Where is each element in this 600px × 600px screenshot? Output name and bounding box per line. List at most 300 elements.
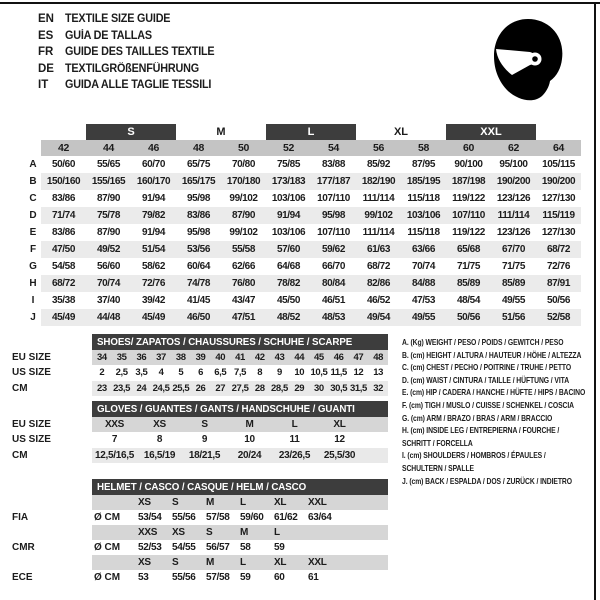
helmet-size-label: XS (172, 527, 185, 538)
row-key: E (29, 227, 37, 238)
measure-row-E (25, 224, 581, 241)
measure-value: 44/48 (96, 312, 121, 323)
helmet-size-label: S (172, 497, 179, 508)
shoes-cell: 47 (353, 352, 364, 364)
measure-value: 87/90 (231, 210, 256, 221)
measure-value: 182/190 (361, 176, 396, 187)
row-key: H (29, 278, 37, 289)
shoes-cell: 42 (254, 352, 265, 364)
row-key: F (29, 244, 37, 255)
legend-line: J. (cm) BACK / ESPALDA / DOS / ZURÜCK / INDIETRO (402, 475, 572, 486)
measure-value: 85/89 (456, 278, 481, 289)
row-key: I (31, 295, 35, 306)
shoes-cell: 37 (156, 352, 166, 364)
measure-value: 55/58 (231, 244, 256, 255)
shoes-cell: 5 (178, 367, 184, 379)
helmet-size-value: 63/64 (308, 512, 332, 523)
helmet-size-row (92, 525, 388, 540)
shoes-cell: 26 (195, 382, 206, 394)
measure-value: 47/51 (231, 312, 256, 323)
shoes-cell: 38 (175, 352, 186, 364)
legend-line: F. (cm) TIGH / MUSLO / CUISSE / SCHENKEL / COSCIA (402, 399, 575, 410)
measure-value: 119/122 (452, 227, 485, 238)
legend-line: H. (cm) INSIDE LEG / ENTREPIERNA / FOURCHE / (402, 425, 560, 436)
measure-value: 173/183 (271, 176, 306, 187)
legend-line: I. (cm) SHOULDERS / HOMBROS / ÉPAULES / (402, 450, 546, 461)
measure-value: 75/85 (276, 159, 301, 170)
shoes-cell: 12 (353, 367, 364, 379)
helmet-size-row (92, 495, 388, 510)
helmet-size-value: 54/55 (172, 542, 196, 553)
helmet-size-label: XS (138, 497, 151, 508)
helmet-size-label: XXS (138, 527, 158, 538)
shoes-cell: 6 (198, 367, 203, 379)
measure-row-F (25, 241, 581, 258)
shoes-cell: 2 (99, 367, 105, 379)
measure-value: 48/53 (321, 312, 346, 323)
language-code: ES (38, 29, 54, 42)
gloves-cell: 7 (111, 434, 118, 446)
measure-row-J (25, 309, 581, 326)
measure-value: 71/75 (456, 261, 481, 272)
gloves-cell: 11 (289, 434, 300, 446)
shoes-cell: 25,5 (172, 382, 190, 394)
language-code: EN (38, 13, 54, 26)
measure-value: 123/126 (496, 193, 531, 204)
measure-value: 95/98 (321, 210, 346, 221)
language-row (38, 44, 224, 61)
measure-value: 49/52 (96, 244, 121, 255)
shoes-cell: 6,5 (214, 367, 227, 379)
shoes-cell: 32 (373, 382, 384, 394)
numeric-size-label: 60 (463, 142, 474, 154)
measure-row-G (25, 258, 581, 275)
gloves-row (92, 432, 388, 447)
shoes-cell: 28 (254, 382, 265, 394)
helmet-size-label: XXL (308, 497, 327, 508)
measure-value: 115/119 (542, 210, 575, 221)
helmet-size-value: 52/53 (138, 542, 162, 553)
measure-value: 91/94 (141, 193, 166, 204)
language-title: GUIDA ALLE TAGLIE TESSILI (65, 79, 212, 92)
measure-value: 99/102 (229, 227, 258, 238)
measure-value: 111/114 (362, 227, 395, 238)
helmet-size-row (92, 555, 388, 570)
gloves-cell: 10 (244, 434, 255, 446)
helmet-size-label: XL (274, 557, 287, 568)
row-label: CM (12, 382, 28, 394)
language-title: GUÍA DE TALLAS (65, 29, 152, 42)
measure-value: 65/68 (456, 244, 481, 255)
helmet-value-row (92, 570, 388, 585)
numeric-size-label: 46 (148, 142, 159, 154)
helmet-size-value: 59 (274, 542, 285, 553)
gloves-cell: XXS (104, 419, 125, 431)
helmet-size-label: XS (138, 557, 151, 568)
measure-value: 107/110 (317, 227, 350, 238)
measure-value: 95/98 (186, 193, 211, 204)
language-row (38, 11, 224, 28)
measure-value: 60/64 (186, 261, 211, 272)
measure-value: 107/110 (452, 210, 485, 221)
measure-value: 37/40 (96, 295, 121, 306)
legend-line: C. (cm) CHEST / PECHO / POITRINE / TRUHE / PETTO (402, 362, 572, 373)
gloves-section-title: GLOVES / GUANTES / GANTS / HANDSCHUHE / GUANTI (97, 403, 355, 415)
standard-label: CMR (12, 542, 35, 553)
row-label: EU SIZE (12, 419, 51, 431)
legend-line: A. (Kg) WEIGHT / PESO / POIDS / GEWITCH / PESO (402, 337, 564, 347)
measure-value: 76/80 (231, 278, 256, 289)
shoes-cell: 29 (294, 382, 305, 394)
gloves-cell: 9 (201, 434, 208, 446)
row-label: EU SIZE (12, 352, 51, 364)
shoes-cell: 7,5 (234, 367, 247, 379)
numeric-size-label: 52 (283, 142, 294, 154)
measure-value: 67/70 (501, 244, 526, 255)
measure-value: 87/90 (96, 227, 121, 238)
measure-value: 59/62 (321, 244, 346, 255)
helmet-size-value: 57/58 (206, 572, 230, 583)
shoes-cell: 23 (96, 382, 107, 394)
row-label: CM (12, 449, 28, 461)
measure-value: 58/62 (141, 261, 166, 272)
measure-value: 45/49 (51, 312, 76, 323)
measure-value: 50/60 (51, 159, 76, 170)
shoes-cell: 24,5 (152, 382, 170, 394)
measure-value: 74/78 (186, 278, 211, 289)
measure-value: 41/45 (186, 295, 211, 306)
helmet-icon (491, 18, 565, 104)
row-key: J (30, 312, 36, 323)
legend-line: D. (cm) WAIST / CINTURA / TAILLE / HÜFTUNG / VITA (402, 374, 570, 385)
helmet-section-header (92, 479, 388, 495)
diameter-unit: Ø CM (94, 542, 121, 553)
measure-value: 61/63 (366, 244, 391, 255)
row-key: C (29, 193, 37, 204)
shoes-cell: 27 (215, 382, 226, 394)
shoes-cell: 46 (333, 352, 344, 364)
shoes-cell: 28,5 (271, 382, 288, 394)
measure-value: 90/100 (454, 159, 483, 170)
measure-value: 115/118 (407, 193, 440, 204)
measure-row-H (25, 275, 581, 292)
measure-value: 83/86 (51, 193, 76, 204)
shoes-cell: 34 (96, 352, 107, 364)
measure-value: 83/86 (186, 210, 211, 221)
shoes-cell: 48 (373, 352, 384, 364)
measure-value: 85/92 (366, 159, 391, 170)
measure-value: 177/187 (316, 176, 351, 187)
helmet-size-value: 57/58 (206, 512, 230, 523)
language-row (38, 28, 224, 45)
measure-value: 87/90 (96, 193, 121, 204)
gloves-cell: M (245, 419, 254, 431)
measure-value: 99/102 (364, 210, 393, 221)
measure-value: 111/114 (362, 193, 395, 204)
helmet-size-value: 56/57 (206, 542, 230, 553)
measure-value: 119/122 (452, 193, 485, 204)
measure-value: 66/70 (321, 261, 346, 272)
language-row (38, 77, 224, 94)
shoes-cell: 39 (195, 352, 206, 364)
shoes-cell: 30,5 (330, 382, 348, 394)
language-title: TEXTILGRÖßENFÜHRUNG (65, 62, 199, 75)
row-key: G (29, 261, 37, 272)
shoes-cell: 23,5 (113, 382, 131, 394)
gloves-cell: L (291, 419, 298, 431)
size-group-XL: XL (393, 126, 409, 138)
numeric-size-label: 48 (193, 142, 204, 154)
measure-value: 47/53 (411, 295, 436, 306)
measure-value: 103/106 (271, 227, 306, 238)
row-label: US SIZE (12, 367, 51, 379)
helmet-standard-labels (12, 479, 90, 585)
measure-value: 75/78 (96, 210, 121, 221)
helmet-size-value: 53/54 (138, 512, 162, 523)
measure-value: 150/160 (46, 176, 81, 187)
measure-value: 51/54 (141, 244, 166, 255)
textile-size-table (25, 124, 581, 326)
measure-value: 84/88 (411, 278, 436, 289)
measure-value: 51/56 (501, 312, 526, 323)
language-code: FR (38, 46, 54, 59)
measure-value: 99/102 (229, 193, 258, 204)
measure-value: 70/80 (231, 159, 256, 170)
shoes-row-labels (12, 334, 90, 396)
gloves-cell: XS (153, 419, 166, 431)
measure-value: 123/126 (496, 227, 531, 238)
numeric-size-label: 50 (238, 142, 249, 154)
measure-value: 103/106 (271, 193, 306, 204)
measure-value: 105/115 (542, 159, 575, 170)
helmet-size-value: 60 (274, 572, 285, 583)
shoes-cell: 31,5 (349, 382, 367, 394)
shoes-cell: 10 (294, 367, 305, 379)
measure-value: 50/56 (456, 312, 481, 323)
measure-value: 63/66 (411, 244, 436, 255)
helmet-size-value: 61 (308, 572, 319, 583)
measurement-legend (402, 336, 598, 487)
gloves-row (92, 448, 388, 463)
measure-value: 91/94 (276, 210, 301, 221)
measure-value: 170/180 (226, 176, 261, 187)
measure-value: 115/118 (407, 227, 440, 238)
measure-value: 82/86 (366, 278, 391, 289)
helmet-size-label: M (206, 557, 215, 568)
measure-value: 35/38 (51, 295, 76, 306)
measure-value: 48/54 (456, 295, 481, 306)
language-row (38, 61, 224, 78)
measure-value: 127/130 (541, 193, 576, 204)
size-group-row (25, 124, 581, 140)
shoes-row (92, 365, 388, 380)
gloves-row (92, 417, 388, 432)
shoes-row (92, 350, 388, 365)
helmet-size-value: 59 (240, 572, 251, 583)
measure-value: 56/60 (96, 261, 121, 272)
measure-value: 43/47 (231, 295, 256, 306)
helmet-size-value: 53 (138, 572, 149, 583)
language-title: TEXTILE SIZE GUIDE (65, 13, 171, 26)
measure-value: 78/82 (276, 278, 301, 289)
numeric-size-label: 56 (373, 142, 384, 154)
helmet-size-value: 59/60 (240, 512, 264, 523)
top-border-line (0, 2, 600, 4)
measure-value: 70/74 (96, 278, 121, 289)
row-key: A (29, 159, 37, 170)
measure-value: 60/70 (141, 159, 166, 170)
helmet-size-label: L (274, 527, 280, 538)
shoes-cell: 9 (277, 367, 282, 379)
measure-value: 83/88 (321, 159, 346, 170)
shoes-cell: 41 (235, 352, 245, 364)
shoes-cell: 40 (215, 352, 226, 364)
helmet-size-label: M (240, 527, 249, 538)
numeric-size-label: 62 (508, 142, 519, 154)
helmet-size-label: XL (274, 497, 287, 508)
shoes-cell: 36 (136, 352, 147, 364)
shoes-cell: 13 (373, 367, 384, 379)
measure-value: 127/130 (541, 227, 576, 238)
measure-value: 190/200 (496, 176, 531, 187)
helmet-size-value: 55/56 (172, 512, 196, 523)
gloves-section-header (92, 401, 388, 417)
gloves-cell: 12 (334, 434, 345, 446)
measure-value: 83/86 (51, 227, 76, 238)
gloves-cell: 25,5/30 (323, 449, 356, 461)
numeric-size-label: 44 (103, 142, 114, 154)
measure-value: 80/84 (321, 278, 346, 289)
gloves-row-labels (12, 401, 90, 463)
measure-row-D (25, 207, 581, 224)
measure-value: 52/58 (546, 312, 571, 323)
gloves-cell: 12,5/16,5 (94, 449, 134, 461)
measure-value: 49/55 (411, 312, 436, 323)
measure-value: 54/58 (51, 261, 76, 272)
shoes-row (92, 381, 388, 396)
measure-value: 91/94 (141, 227, 166, 238)
helmet-size-label: S (172, 557, 179, 568)
measure-value: 95/98 (186, 227, 211, 238)
measure-row-A (25, 156, 581, 173)
measure-value: 165/175 (181, 176, 216, 187)
language-title-list (38, 11, 224, 94)
measure-value: 65/75 (186, 159, 211, 170)
measure-row-I (25, 292, 581, 309)
gloves-cell: 20/24 (237, 449, 262, 461)
measure-value: 46/50 (186, 312, 211, 323)
legend-line: G. (cm) ARM / BRAZO / BRAS / ARM / BRACCIO (402, 412, 553, 423)
row-key: B (29, 176, 37, 187)
measure-value: 71/74 (51, 210, 76, 221)
gloves-cell: 8 (156, 434, 163, 446)
numeric-size-label: 42 (58, 142, 69, 154)
standard-label: ECE (12, 572, 33, 583)
measure-value: 50/56 (546, 295, 571, 306)
legend-line: SCHRITT / FORCELLA (402, 437, 473, 448)
helmet-size-value: 61/62 (274, 512, 298, 523)
shoes-cell: 27,5 (231, 382, 249, 394)
size-group-M: M (216, 126, 226, 138)
helmet-size-label: L (240, 557, 246, 568)
measure-value: 45/49 (141, 312, 166, 323)
measure-value: 107/110 (317, 193, 350, 204)
measure-value: 39/42 (141, 295, 166, 306)
shoes-cell: 11,5 (330, 367, 347, 379)
shoes-cell: 4 (158, 367, 164, 379)
measure-value: 185/195 (406, 176, 441, 187)
helmet-size-value: 55/56 (172, 572, 196, 583)
language-title: GUIDE DES TAILLES TEXTILE (65, 46, 215, 59)
measure-value: 68/72 (366, 261, 391, 272)
measure-value: 45/50 (276, 295, 301, 306)
diameter-unit: Ø CM (94, 572, 121, 583)
language-code: IT (38, 79, 49, 92)
legend-line: E. (cm) HIP / CADERA / HANCHE / HÜFTE / HIPS / BACINO (402, 387, 586, 398)
helmet-size-label: XXL (308, 557, 327, 568)
measure-value: 46/52 (366, 295, 391, 306)
measure-value: 71/75 (501, 261, 526, 272)
gloves-cell: XL (333, 419, 346, 431)
measure-value: 48/52 (276, 312, 301, 323)
numeric-size-row (25, 140, 581, 156)
measure-value: 64/68 (276, 261, 301, 272)
measure-value: 103/106 (406, 210, 441, 221)
measure-row-B (25, 173, 581, 190)
diameter-unit: Ø CM (94, 512, 121, 523)
measure-value: 111/114 (497, 210, 530, 221)
row-key: D (29, 210, 37, 221)
standard-label: FIA (12, 512, 29, 523)
helmet-size-value: 58 (240, 542, 251, 553)
legend-line: B. (cm) HEIGHT / ALTURA / HAUTEUR / HÖHE / ALTEZZA (402, 349, 582, 360)
measure-value: 55/65 (96, 159, 121, 170)
measure-value: 46/51 (321, 295, 346, 306)
measure-value: 68/72 (51, 278, 76, 289)
gloves-cell: 23/26,5 (278, 449, 311, 461)
shoes-cell: 45 (314, 352, 324, 364)
measure-value: 190/200 (541, 176, 576, 187)
measure-value: 62/66 (231, 261, 256, 272)
measure-value: 79/82 (141, 210, 166, 221)
gloves-cell: S (201, 419, 208, 431)
size-group-XXL: XXL (446, 124, 536, 140)
measure-value: 85/89 (501, 278, 526, 289)
measure-value: 187/198 (451, 176, 486, 187)
helmet-size-label: S (206, 527, 213, 538)
shoes-section-header (92, 334, 388, 350)
shoes-cell: 43 (274, 352, 285, 364)
measure-value: 72/76 (141, 278, 166, 289)
measure-value: 47/50 (51, 244, 76, 255)
measure-value: 87/91 (546, 278, 571, 289)
numeric-size-label: 64 (553, 142, 564, 154)
measure-value: 87/95 (411, 159, 436, 170)
shoes-cell: 24 (136, 382, 147, 394)
shoes-cell: 8 (257, 367, 263, 379)
measure-value: 49/54 (366, 312, 391, 323)
language-code: DE (38, 62, 54, 75)
shoes-cell: 2,5 (115, 367, 128, 379)
legend-line: SCHULTERN / SPALLE (402, 462, 474, 473)
size-group-S: S (86, 124, 176, 140)
row-label: US SIZE (12, 434, 51, 446)
gloves-cell: 16,5/19 (143, 449, 176, 461)
measure-value: 95/100 (499, 159, 528, 170)
measure-row-C (25, 190, 581, 207)
shoes-cell: 35 (116, 352, 127, 364)
helmet-section-title: HELMET / CASCO / CASQUE / HELM / CASCO (97, 481, 307, 493)
